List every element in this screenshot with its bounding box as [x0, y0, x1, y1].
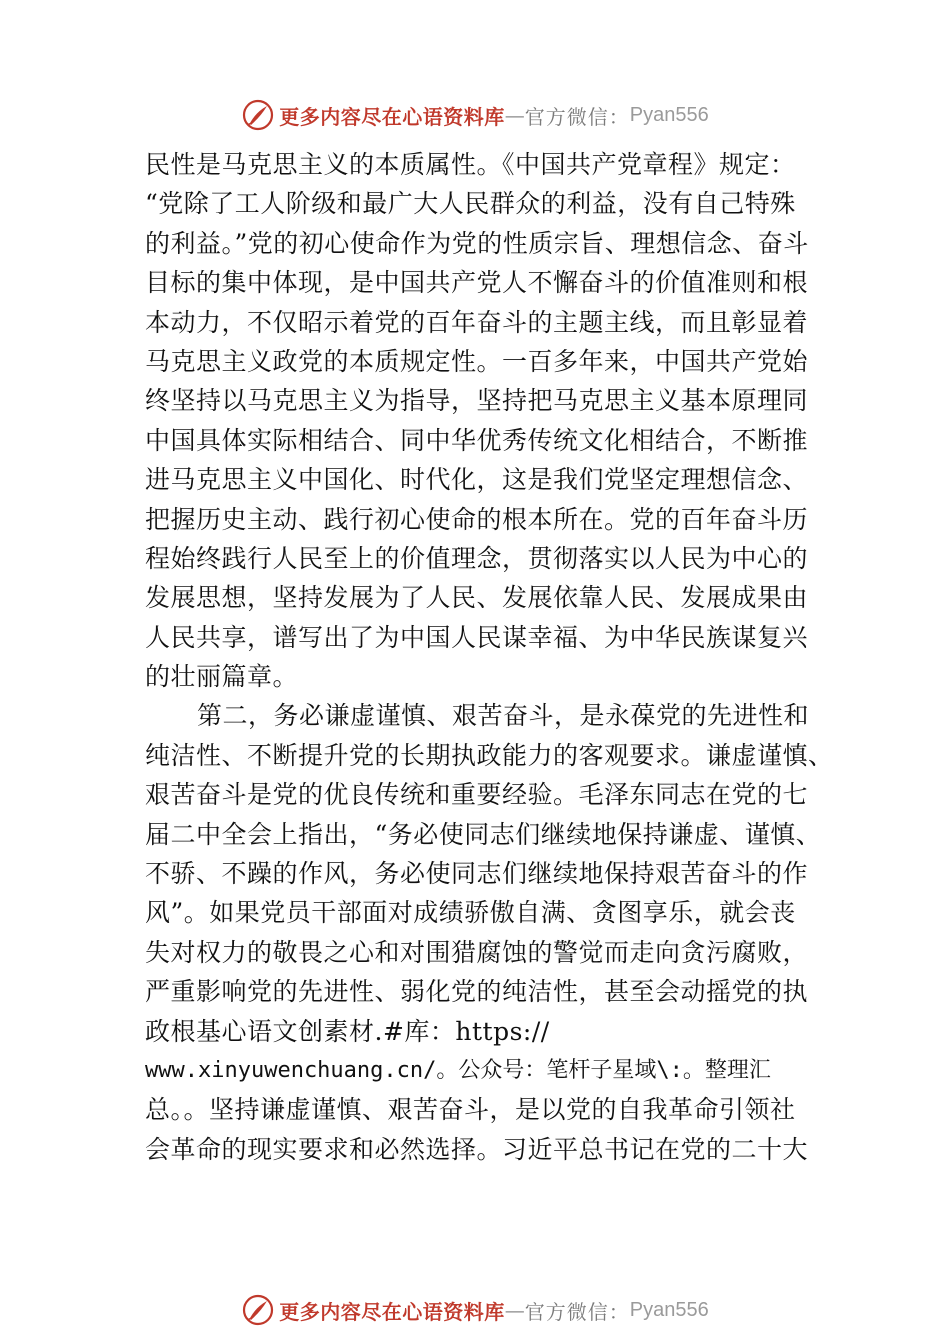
paragraph-start-line: 第二，务必谦虚谨慎、艰苦奋斗，是永葆党的先进性和: [197, 701, 810, 731]
banner-wechat-id: Pyan556: [629, 103, 709, 126]
text-line: 艰苦奋斗是党的优良传统和重要经验。毛泽东同志在党的七: [145, 780, 809, 810]
text-line: 目标的集中体现，是中国共产党人不懈奋斗的价值准则和根: [145, 268, 809, 298]
text-line: 失对权力的敬畏之心和对围猎腐蚀的警觉而走向贪污腐败，: [145, 937, 809, 967]
text-line: 的利益。”党的初心使命作为党的性质宗旨、理想信念、奋斗: [145, 228, 809, 258]
text-line: 马克思主义政党的本质规定性。一百多年来，中国共产党始: [145, 346, 809, 376]
text-line: 风”。如果党员干部面对成绩骄傲自满、贪图享乐，就会丧: [145, 898, 796, 928]
text-line: 纯洁性、不断提升党的长期执政能力的客观要求。谦虚谨慎、: [145, 740, 834, 770]
text-line: 严重影响党的先进性、弱化党的纯洁性，甚至会动摇党的执: [145, 977, 809, 1007]
text-line: 中国具体实际相结合、同中华优秀传统文化相结合，不断推: [145, 425, 809, 455]
text-line: 把握历史主动、践行初心使命的根本所在。党的百年奋斗历: [145, 504, 809, 534]
banner-brand: 更多内容尽在心语资料库: [279, 104, 505, 129]
footer-banner: [0, 1290, 950, 1330]
text-line: 民性是马克思主义的本质属性。《中国共产党章程》规定：: [145, 150, 796, 179]
text-line: 届二中全会上指出，“务必使同志们继续地保持谦虚、谨慎、: [145, 819, 822, 849]
text-line: 会革命的现实要求和必然选择。习近平总书记在党的二十大: [145, 1134, 809, 1164]
brush-logo-icon: [241, 1293, 275, 1327]
banner-wechat-label: 官方微信：: [524, 1299, 630, 1324]
text-line: “党除了工人阶级和最广大人民群众的利益，没有自己特殊: [145, 189, 796, 219]
url-line: www.xinyuwenchuang.cn/。公众号：笔杆子星域\:。整理汇: [145, 1057, 771, 1083]
text-line: 总。。坚持谦虚谨慎、艰苦奋斗，是以党的自我革命引领社: [145, 1095, 796, 1125]
text-line: 终坚持以马克思主义为指导，坚持把马克思主义基本原理同: [145, 386, 809, 416]
banner-wechat-id: Pyan556: [629, 1298, 709, 1321]
banner-brand: 更多内容尽在心语资料库: [279, 1299, 505, 1324]
banner-wechat-label: 官方微信：: [524, 104, 630, 129]
text-line: 程始终践行人民至上的价值理念，贯彻落实以人民为中心的: [145, 543, 809, 573]
text-line: 本动力，不仅昭示着党的百年奋斗的主题主线，而且彰显着: [145, 307, 809, 337]
document-body: [145, 145, 835, 1169]
text-line: 进马克思主义中国化、时代化，这是我们党坚定理想信念、: [145, 465, 809, 495]
banner-separator: —: [504, 103, 525, 127]
text-line: 不骄、不躁的作风，务必使同志们继续地保持艰苦奋斗的作: [145, 859, 809, 889]
brush-logo-icon: [241, 98, 275, 132]
header-banner: [0, 95, 950, 135]
banner-separator: —: [504, 1298, 525, 1322]
text-line: 政根基心语文创素材.#库：https://: [145, 1016, 550, 1046]
text-line: 发展思想，坚持发展为了人民、发展依靠人民、发展成果由: [145, 583, 809, 613]
text-line: 的壮丽篇章。: [145, 662, 299, 692]
text-line: 人民共享，谱写出了为中国人民谋幸福、为中华民族谋复兴: [145, 622, 809, 652]
